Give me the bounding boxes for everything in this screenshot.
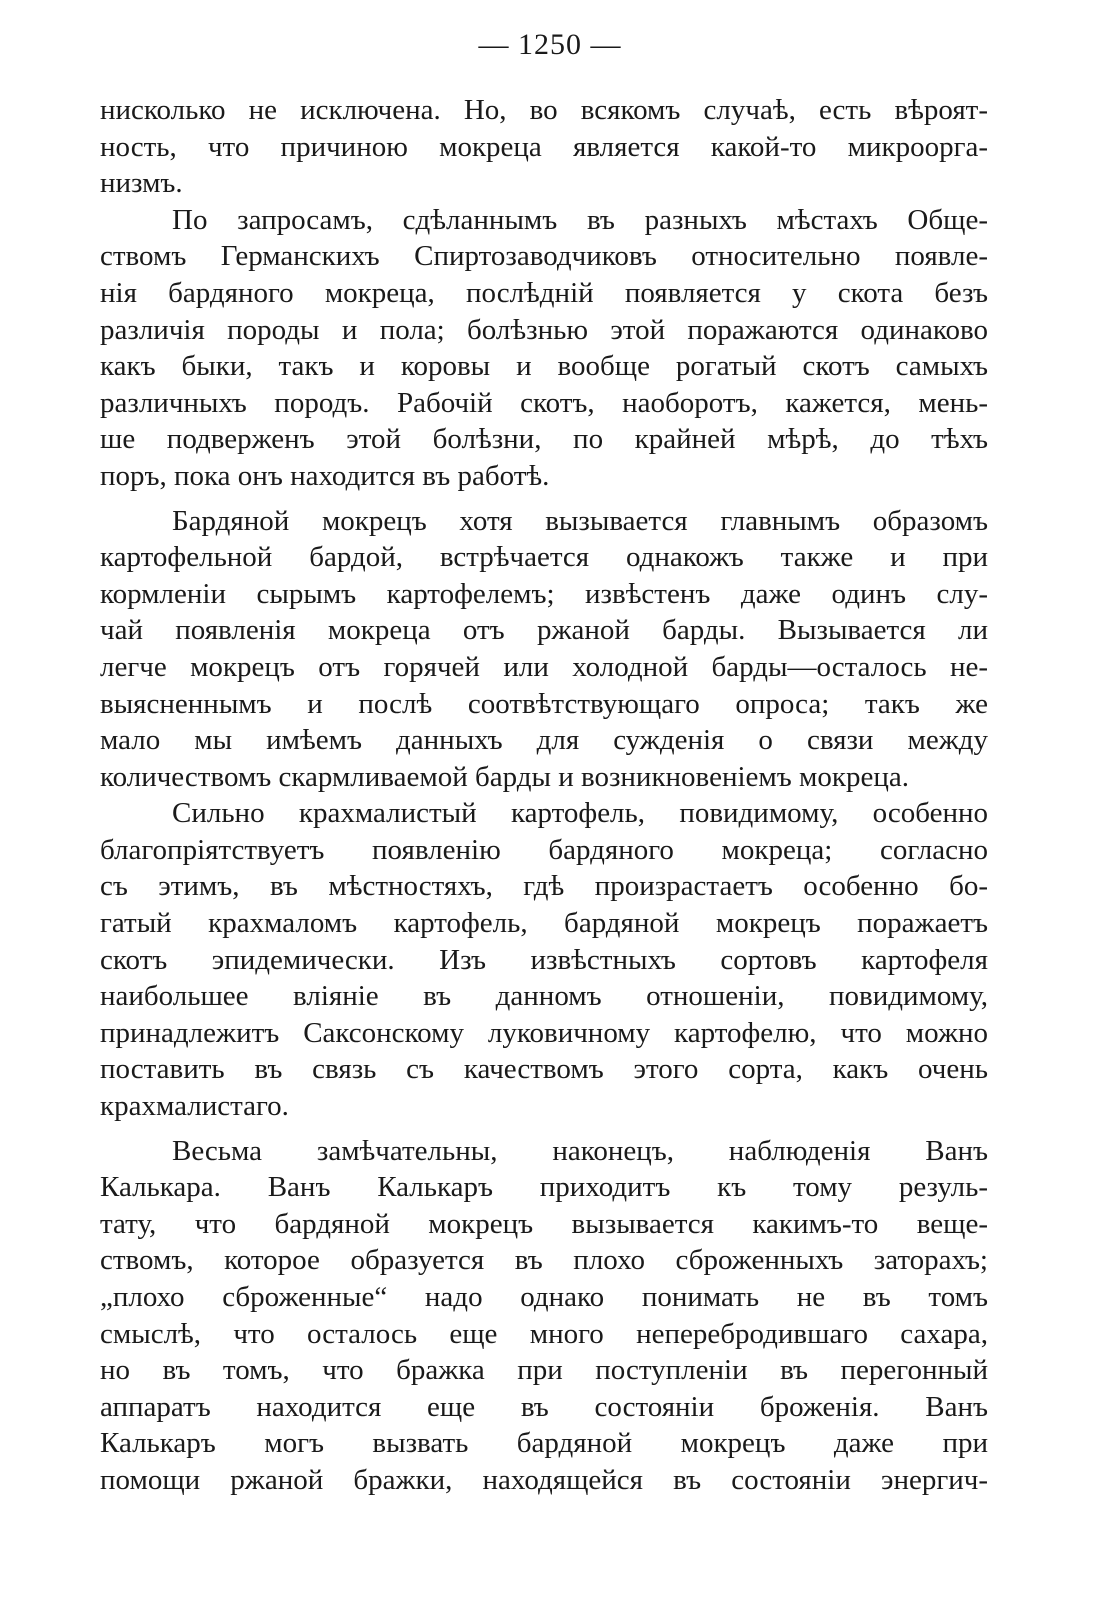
paragraph: [100, 92, 988, 202]
text-line: крахмалистаго.: [100, 1090, 289, 1123]
paragraph: [100, 503, 988, 796]
text-line: смыслѣ, что осталось еще много неперебродившаго сахара,: [100, 1317, 988, 1350]
paragraph: [100, 202, 988, 495]
text-line: выясненнымъ и послѣ соотвѣтствующаго опроса; такъ же: [100, 687, 988, 720]
text-line: различныхъ породъ. Рабочій скотъ, наоборотъ, кажется, мень-: [100, 386, 988, 419]
text-line: скотъ эпидемически. Изъ извѣстныхъ сортовъ картофеля: [100, 943, 988, 976]
text-line: наибольшее вліяніе въ данномъ отношеніи, повидимому,: [100, 980, 988, 1013]
text-line: По запросамъ, сдѣланнымъ въ разныхъ мѣстахъ Обще-: [172, 203, 988, 236]
text-body: [100, 92, 988, 1499]
text-line: Калькаръ могъ вызвать бардяной мокрецъ даже при: [100, 1427, 988, 1460]
text-line: „плохо сброженные“ надо однако понимать не въ томъ: [100, 1281, 988, 1313]
text-line: съ этимъ, въ мѣстностяхъ, гдѣ произрастаетъ особенно бо-: [100, 870, 988, 903]
paragraph: [100, 1133, 988, 1499]
text-line: ствомъ, которое образуется въ плохо сброженныхъ заторахъ;: [100, 1244, 988, 1277]
page-number: — 1250 —: [478, 28, 622, 61]
text-line: легче мокрецъ отъ горячей или холодной барды—осталось не-: [100, 650, 988, 683]
text-line: низмъ.: [100, 167, 183, 200]
text-line: Бардяной мокрецъ хотя вызывается главнымъ образомъ: [172, 504, 988, 537]
text-line: благопріятствуетъ появленію бардяного мокреца; согласно: [100, 833, 988, 866]
text-line: кормленіи сырымъ картофелемъ; извѣстенъ даже одинъ слу-: [100, 577, 988, 610]
text-line: ность, что причиною мокреца является какой-то микроорга-: [100, 130, 988, 163]
text-line: мало мы имѣемъ данныхъ для сужденія о связи между: [100, 724, 988, 757]
text-line: аппаратъ находится еще въ состояніи броженія. Ванъ: [100, 1390, 988, 1423]
text-line: различія породы и пола; болѣзнью этой поражаются одинаково: [100, 313, 988, 346]
text-line: тату, что бардяной мокрецъ вызывается какимъ-то веще-: [100, 1207, 988, 1240]
text-line: принадлежитъ Саксонскому луковичному картофелю, что можно: [100, 1016, 988, 1049]
text-line: нія бардяного мокреца, послѣдній появляется у скота безъ: [100, 276, 988, 309]
paragraph: [100, 795, 988, 1124]
text-line: ствомъ Германскихъ Спиртозаводчиковъ относительно появле-: [100, 240, 988, 273]
text-line: гатый крахмаломъ картофель, бардяной мокрецъ поражаетъ: [100, 907, 988, 940]
text-line: какъ быки, такъ и коровы и вообще рогатый скотъ самыхъ: [100, 350, 988, 383]
text-line: Калькара. Ванъ Калькаръ приходитъ къ тому резуль-: [100, 1171, 988, 1204]
text-line: Весьма замѣчательны, наконецъ, наблюденія Ванъ: [172, 1134, 988, 1167]
text-line: помощи ржаной бражки, находящейся въ состояніи энергич-: [100, 1463, 988, 1496]
text-line: чай появленія мокреца отъ ржаной барды. Вызывается ли: [100, 614, 988, 647]
text-line: нисколько не исключена. Но, во всякомъ случаѣ, есть вѣроят-: [100, 94, 988, 126]
text-line: Сильно крахмалистый картофель, повидимому, особенно: [172, 797, 988, 830]
text-line: поставить въ связь съ качествомъ этого сорта, какъ очень: [100, 1053, 988, 1086]
text-line: количествомъ скармливаемой барды и возникновеніемъ мокреца.: [100, 760, 909, 793]
text-line: ше подверженъ этой болѣзни, по крайней мѣрѣ, до тѣхъ: [100, 423, 988, 456]
text-line: поръ, пока онъ находится въ работѣ.: [100, 459, 550, 492]
text-line: картофельной бардой, встрѣчается однакожъ также и при: [100, 541, 988, 574]
text-line: но въ томъ, что бражка при поступленіи въ перегонный: [100, 1354, 988, 1387]
